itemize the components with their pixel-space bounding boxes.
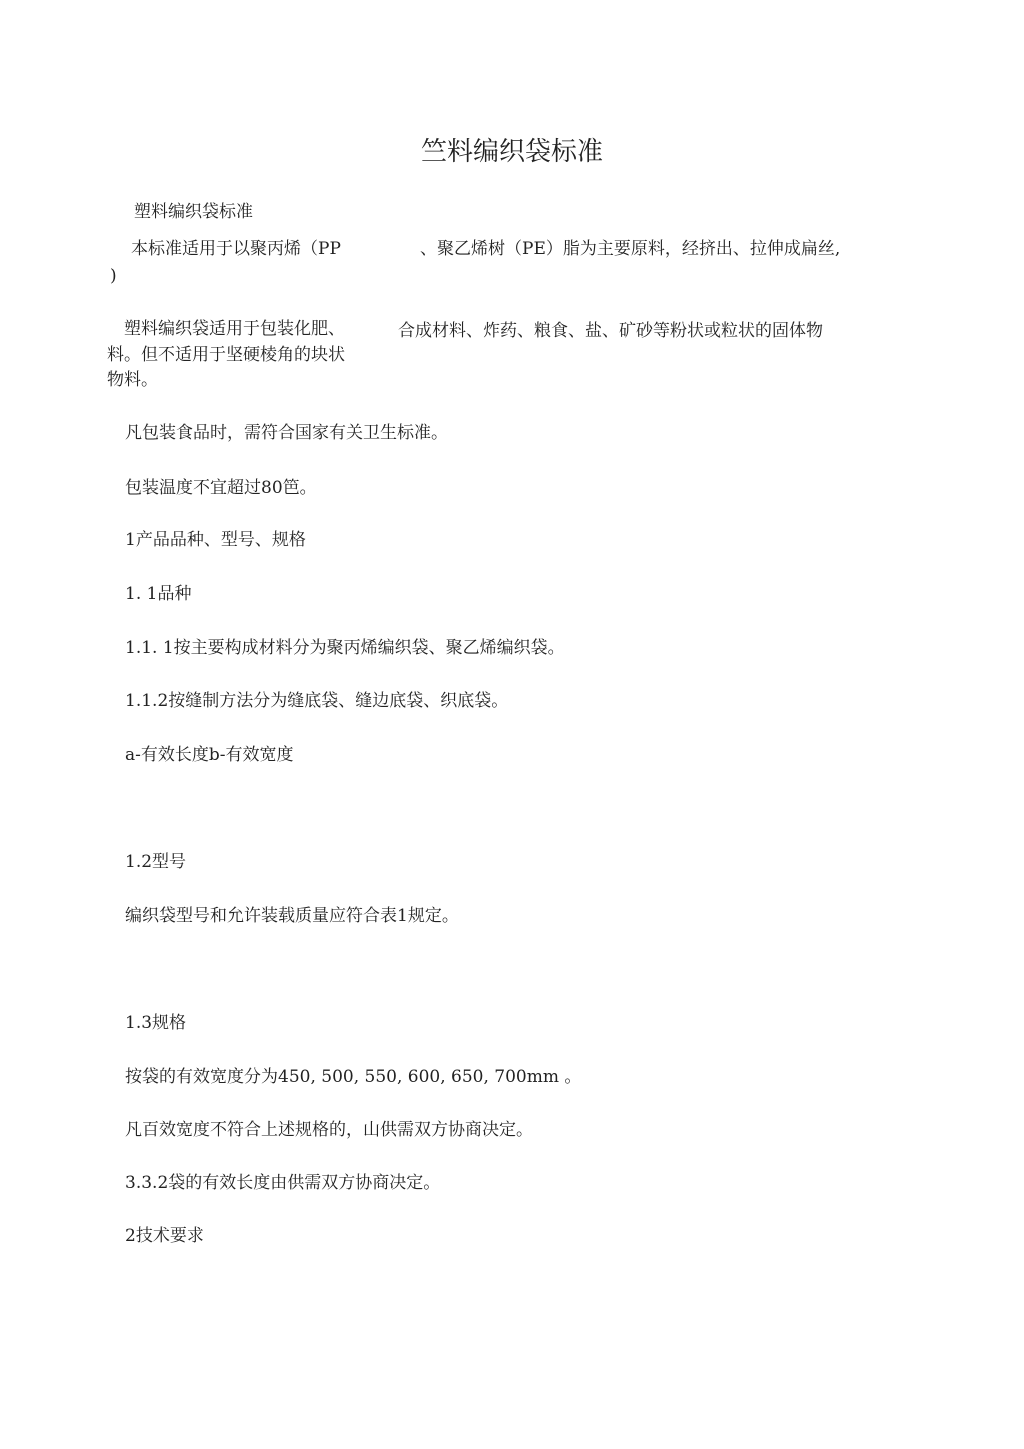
section-heading: 2技术要求 bbox=[125, 1226, 204, 1246]
section-heading: 1产品品种、型号、规格 bbox=[125, 530, 306, 550]
text-line: 物料。 bbox=[107, 370, 158, 390]
text-line: 凡百效宽度不符合上述规格的，山供需双方协商决定。 bbox=[125, 1120, 533, 1140]
text-line: 塑料编织袋标准 bbox=[134, 202, 253, 222]
text-line: 1.1. 1按主要构成材料分为聚丙烯编织袋、聚乙烯编织袋。 bbox=[125, 638, 565, 658]
section-heading: 1.3规格 bbox=[125, 1013, 187, 1033]
text-line: 合成材料、炸药、粮食、盐、矿砂等粉状或粒状的固体物 bbox=[398, 321, 823, 341]
text-line: 凡包装食品时，需符合国家有关卫生标准。 bbox=[125, 423, 448, 443]
text-line: a-有效长度b-有效宽度 bbox=[125, 745, 294, 765]
text-line: 3.3.2袋的有效长度由供需双方协商决定。 bbox=[125, 1173, 441, 1193]
text-line: 1.1.2按缝制方法分为缝底袋、缝边底袋、织底袋。 bbox=[125, 691, 509, 711]
text-line: 本标准适用于以聚丙烯（PP bbox=[131, 239, 341, 259]
section-heading: 1.2型号 bbox=[125, 852, 187, 872]
text-line: 包装温度不宜超过80笆。 bbox=[125, 478, 317, 498]
text-line: 按袋的有效宽度分为450, 500, 550, 600, 650, 700mm 。 bbox=[125, 1067, 582, 1087]
text-line: 塑料编织袋适用于包装化肥、 bbox=[124, 319, 345, 339]
text-line: 、聚乙烯树（PE）脂为主要原料，经挤出、拉伸成扁丝, bbox=[420, 239, 841, 259]
text-line: 料。但不适用于坚硬棱角的块状 bbox=[107, 345, 345, 365]
section-heading: 1. 1品种 bbox=[125, 584, 192, 604]
document-title: 竺料编织袋标准 bbox=[420, 137, 603, 167]
text-line: 编织袋型号和允许装载质量应符合表1规定。 bbox=[125, 906, 459, 926]
text-line: ) bbox=[110, 266, 117, 286]
